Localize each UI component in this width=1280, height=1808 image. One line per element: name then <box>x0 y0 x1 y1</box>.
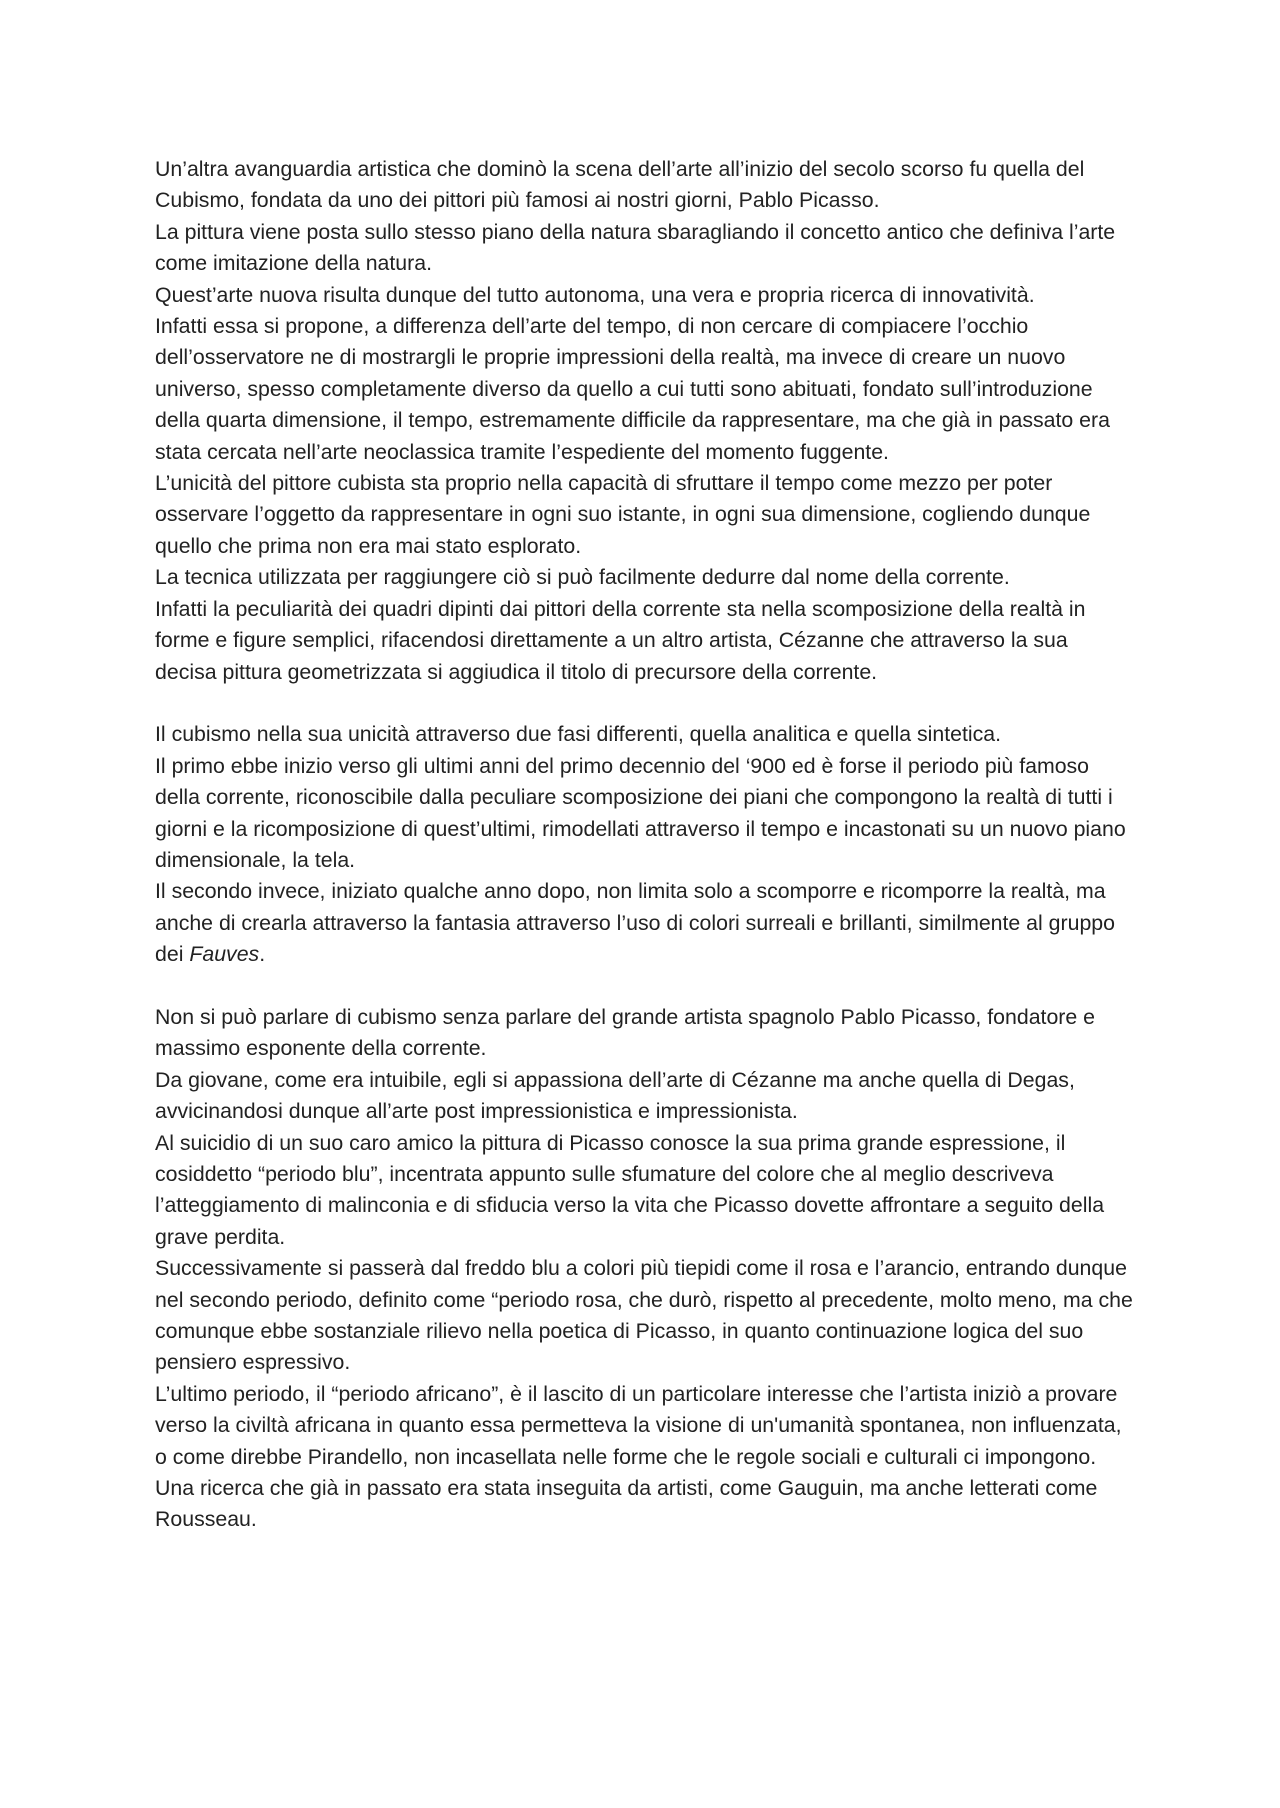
paragraph: Infatti essa si propone, a differenza dell’arte del tempo, di non cercare di compiacere l’occhio dell’osservatore ne di mostrargli le proprie impressioni della realtà, ma invece di creare un nuovo universo, spesso completamente diverso da quello a cui tutti sono abituati, fondato sull’introduzione della quarta dimensione, il tempo, estremamente difficile da rappresentare, ma che già in passato era stata cercata nell’arte neoclassica tramite l’espediente del momento fuggente. <box>155 314 1110 464</box>
paragraph-text: . <box>259 942 266 967</box>
paragraph: La pittura viene posta sullo stesso piano della natura sbaragliando il concetto antico che definiva l’arte come imitazione della natura. <box>155 219 1116 276</box>
italic-term: Fauves <box>189 942 260 967</box>
paragraph: Da giovane, come era intuibile, egli si appassiona dell’arte di Cézanne ma anche quella di Degas, avvicinandosi dunque all’arte post impressionistica e impressionista. <box>155 1067 1075 1124</box>
paragraph: Al suicidio di un suo caro amico la pittura di Picasso conosce la sua prima grande espressione, il cosiddetto “periodo blu”, incentrata appunto sulle sfumature del colore che al meglio descriveva l’atteggiamento di malinconia e di sfiducia verso la vita che Picasso dovette affrontare a seguito della grave perdita. <box>155 1130 1105 1249</box>
paragraph <box>155 876 1135 970</box>
paragraph: La tecnica utilizzata per raggiungere ciò si può facilmente dedurre dal nome della corrente. <box>155 565 1010 590</box>
paragraph-spacer <box>155 971 1135 1002</box>
paragraph: Successivamente si passerà dal freddo blu a colori più tiepidi come il rosa e l’arancio, entrando dunque nel secondo periodo, definito come “periodo rosa, che durò, rispetto al precedente, molto meno, ma che comunque ebbe sostanziale rilievo nella poetica di Picasso, in quanto continuazione logica del suo pensiero espressivo. <box>155 1256 1133 1375</box>
paragraph: L’unicità del pittore cubista sta proprio nella capacità di sfruttare il tempo come mezzo per poter osservare l’oggetto da rappresentare in ogni suo istante, in ogni sua dimensione, cogliendo dunque quello che prima non era mai stato esplorato. <box>155 471 1091 558</box>
paragraph: Un’altra avanguardia artistica che dominò la scena dell’arte all’inizio del secolo scorso fu quella del Cubismo, fondata da uno dei pittori più famosi ai nostri giorni, Pablo Picasso. <box>155 157 1085 213</box>
paragraph-spacer <box>155 688 1135 719</box>
paragraph: L’ultimo periodo, il “periodo africano”, è il lascito di un particolare interesse che l’artista iniziò a provare verso la civiltà africana in quanto essa permetteva la visione di un'umanità spontanea, non influenzata, o come direbbe Pirandello, non incasellata nelle forme che le regole sociali e culturali ci impongono. Una ricerca che già in passato era stata inseguita da artisti, come Gauguin, ma anche letterati come Rousseau. <box>155 1381 1122 1532</box>
paragraph: Quest’arte nuova risulta dunque del tutto autonoma, una vera e propria ricerca di innovatività. <box>155 282 1035 307</box>
document-body <box>155 154 1135 1536</box>
paragraph: Il primo ebbe inizio verso gli ultimi anni del primo decennio del ‘900 ed è forse il periodo più famoso della corrente, riconoscibile dalla peculiare scomposizione dei piani che compongono la realtà di tutti i giorni e la ricomposizione di quest’ultimi, rimodellati attraverso il tempo e incastonati su un nuovo piano dimensionale, la tela. <box>155 753 1126 872</box>
paragraph: Il cubismo nella sua unicità attraverso due fasi differenti, quella analitica e quella sintetica. <box>155 722 1002 747</box>
paragraph: Infatti la peculiarità dei quadri dipinti dai pittori della corrente sta nella scomposizione della realtà in forme e figure semplici, rifacendosi direttamente a un altro artista, Cézanne che attraverso la sua decisa pittura geometrizzata si aggiudica il titolo di precursore della corrente. <box>155 596 1086 684</box>
paragraph-text: Il secondo invece, iniziato qualche anno dopo, non limita solo a scomporre e ricomporre la realtà, ma anche di crearla attraverso la fantasia attraverso l’uso di colori surreali e brillanti, similmente al gruppo dei <box>155 879 1115 967</box>
paragraph: Non si può parlare di cubismo senza parlare del grande artista spagnolo Pablo Picasso, fondatore e massimo esponente della corrente. <box>155 1004 1095 1061</box>
